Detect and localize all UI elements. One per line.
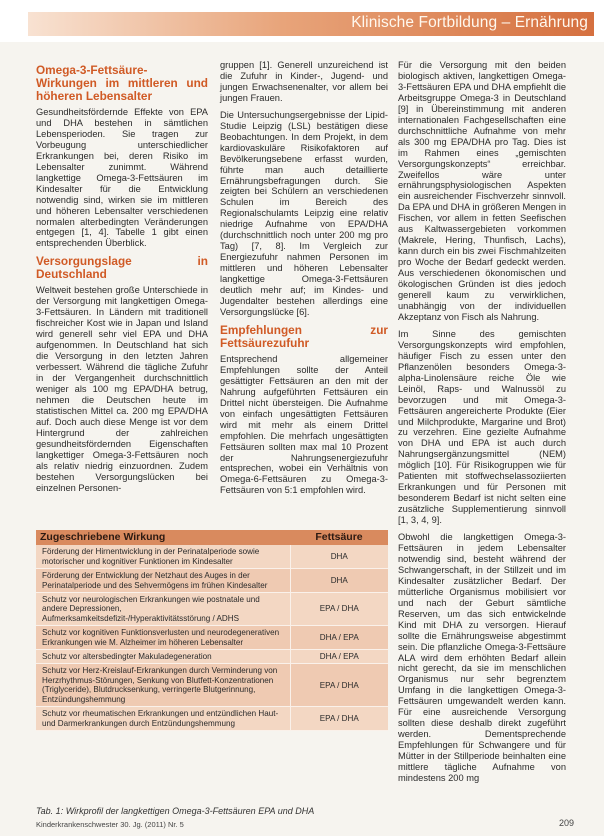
heading-omega3-effects: Omega-3-Fettsäure-Wirkungen im mittleren und höheren Lebensalter	[36, 63, 208, 103]
top-bar	[0, 0, 604, 42]
column-2	[220, 60, 388, 502]
table-cell-fattyacid: DHA / EPA	[290, 626, 388, 650]
paragraph: gruppen [1]. Generell unzureichend ist die Zufuhr in Kinder-, Jugend- und jungen Erwachsenenalter, vor allem bei jungen Frauen.	[220, 60, 388, 103]
table-cell-fattyacid: EPA / DHA	[290, 593, 388, 626]
table-cell-fattyacid: DHA / EPA	[290, 650, 388, 664]
heading-supply-germany: Versorgungslage in Deutschland	[36, 254, 208, 282]
table-row	[36, 545, 388, 568]
table-row	[36, 626, 388, 650]
table-cell-fattyacid: EPA / DHA	[290, 707, 388, 731]
table-row	[36, 707, 388, 731]
section-banner	[28, 12, 594, 36]
paragraph: Für die Versorgung mit den beiden biologisch aktiven, langkettigen Omega-3-Fettsäuren EPA und DHA empfiehlt die Arbeitsgruppe Omega-3 in Deutschland [9] in Übereinstimmung mit anderen internationalen Fachgesellschaften eine durchschnittliche Aufnahme von mehr als 300 mg EPA/DHA pro Tag. Dies ist im Rahmen eines „gemischten Versorgungskonzepts“ erreichbar. Zweifellos wäre unter ernährungsphysiologischen Aspekten ein ausreichender Fischverzehr sinnvoll. Da EPA und DHA in größeren Mengen in Fischen, vor allem in fetten Seefischen aus Kaltwassergebieten vorkommen (Makrele, Hering, Thunfisch, Lachs), kann durch ein bis zwei Fischmahlzeiten pro Woche der Bedarf gedeckt werden. Aus verschiedenen ökonomischen und ökologischen Gründen ist dies jedoch generell kaum zu verwirklichen, unabhängig von der individuellen Akzeptanz von Fisch als Nahrung.	[398, 60, 566, 322]
effects-table	[36, 530, 388, 830]
heading-recommendations: Empfehlungen zur Fettsäurezufuhr	[220, 322, 388, 350]
table-cell-effect: Schutz vor rheumatischen Erkrankungen und entzündlichen Haut- und Darmerkrankungen durch Entzündungshemmung	[36, 707, 290, 731]
section-title: Klinische Fortbildung – Ernährung	[351, 14, 588, 31]
paragraph: Die Untersuchungsergebnisse der Lipid-Studie Leipzig (LSL) bestätigen diese Beobachtungen. In dem Projekt, in dem kardiovaskuläre Risikofaktoren auf Bevölkerungsebene erfasst wurden, führte man auch detaillierte Ernährungsbefragungen durch. Sie zeigten bei Schülern an verschiedenen Schulen im Bereich des Regionalschulamts Leipzig eine relativ niedrige Aufnahme von EPA/DHA (durchschnittlich noch unter 200 mg pro Tag) [7, 8]. Im Vergleich zur Energiezufuhr nahmen Personen im mittleren und höheren Lebensalter langkettige Omega-3-Fettsäuren deutlich mehr auf; im Kindes- und Jugendalter bestehen allerdings eine Versorgungslücke [6].	[220, 109, 388, 317]
table-cell-effect: Förderung der Entwicklung der Netzhaut des Auges in der Perinatalperiode und des Sehvermögens im frühen Kindesalter	[36, 569, 290, 593]
paragraph: Weltweit bestehen große Unterschiede in der Versorgung mit langkettigen Omega-3-Fettsäuren. In Ländern mit traditionell fischreicher Kost wie in Japan und Island wird generell sehr viel EPA und DHA aufgenommen. In Deutschland hat sich die Versorgung in den letzten Jahren verbessert. Während die tägliche Zufuhr in der Vergangenheit durchschnittlich weniger als 100 mg EPA/DHA betrug, nehmen die Deutschen heute im statistischen Mittel ca. 200 mg EPA/DHA auf. Doch auch diese Menge ist vor dem Hintergrund der zahlreichen gesundheitsfördernden Eigenschaften langkettiger Omega-3-Fettsäuren noch als relativ niedrig einzuordnen. Zudem bestehen Versorgungslücken bei einzelnen Personen-	[36, 285, 208, 493]
table-row	[36, 664, 388, 707]
table-row	[36, 569, 388, 593]
table-caption: Tab. 1: Wirkprofil der langkettigen Omega-3-Fettsäuren EPA und DHA	[36, 806, 315, 816]
table-cell-effect: Schutz vor Herz-Kreislauf-Erkrankungen durch Verminderung von Herzrhythmus-Störungen, Senkung von Blutfett-Konzentrationen (Triglyceride), Blutdrucksenkung, verringerte Blutgerinnung, Entzündungshemmung	[36, 664, 290, 707]
table-cell-effect: Schutz vor neurologischen Erkrankungen wie postnatale und andere Depressionen, Aufmerksamkeitsdefizit-/Hyperaktivitätsstörung / ADHS	[36, 593, 290, 626]
column-3	[398, 60, 566, 790]
paragraph: Obwohl die langkettigen Omega-3-Fettsäuren in jedem Lebensalter notwendig sind, besteht während der Schwangerschaft, in der Stillzeit und im Kindesalter zusätzlicher Bedarf. Der mütterliche Organismus mobilisiert vor und nach der Geburt sämtliche Reserven, um das sich entwickelnde Kind mit DHA zu versorgen. Hierauf sollte die Ernährungsweise abgestimmt sein. Die pflanzliche Omega-3-Fettsäure ALA wird dem erhöhten Bedarf allein nicht gerecht, da sie im menschlichen Organismus nur sehr begrenztem Umfang in die langkettigen Omega-3-Fettsäuren umgewandelt werden kann. Für eine ausreichende Versorgung sollten diese deshalb direkt zugeführt werden. Dementsprechende Empfehlungen für Schwangere und für Mütter in der Stillperiode beinhalten eine mittlere tägliche Aufnahme von mindestens 200 mg	[398, 532, 566, 783]
table-header-row	[36, 530, 388, 545]
table-cell-effect: Schutz vor altersbedingter Makuladegeneration	[36, 650, 290, 664]
table-cell-fattyacid: DHA	[290, 545, 388, 568]
paragraph: Entsprechend allgemeiner Empfehlungen sollte der Anteil gesättigter Fettsäuren an den mit der Nahrung aufgeführten Fettsäuren ein Drittel nicht übersteigen. Die Aufnahme von einfach ungesättigten Fettsäuren wird mit mehr als einem Drittel empfohlen. Die mehrfach ungesättigten Fettsäuren sollten max mal 10 Prozent der Nahrungsenergiezufuhr entsprechen, wobei ein Verhältnis von Omega-6-Fettsäuren zu Omega-3-Fettsäuren von 5:1 empfohlen wird.	[220, 353, 388, 496]
paragraph: Im Sinne des gemischten Versorgungskonzepts wird empfohlen, häufiger Fisch zu essen unter den Pflanzenölen besonders Omega-3-alpha-Linolensäure reiche Öle wie Leinöl, Raps- und Walnussöl zu bevorzugen und mit Omega-3-Fettsäuren angereicherte Produkte (Eier und Milchprodukte, Margarine und Brot) zu verzehren. Eine gezielte Aufnahme von DHA und EPA ist auch durch Nahrungsergänzungsmittel (NEM) möglich [10]. Für Risikogruppen wie für Patienten mit stoffwechselassoziierten Erkrankungen und für Personen mit besonderem Bedarf ist nicht selten eine zusätzliche Supplementierung sinnvoll [1, 3, 4, 9].	[398, 328, 566, 526]
table-cell-effect: Schutz vor kognitiven Funktionsverlusten und neurodegenerativen Erkrankungen wie M. Alzheimer im höheren Lebensalter	[36, 626, 290, 650]
table-header-effect: Zugeschriebene Wirkung	[36, 530, 290, 545]
table-cell-fattyacid: DHA	[290, 569, 388, 593]
table-row	[36, 650, 388, 664]
table-cell-effect: Förderung der Hirnentwicklung in der Perinatalperiode sowie motorischer und kognitiver Funktionen im Kindesalter	[36, 545, 290, 568]
journal-footer: Kinderkrankenschwester 30. Jg. (2011) Nr. 5	[36, 820, 184, 829]
table-header-fattyacid: Fettsäure	[290, 530, 388, 545]
table-row	[36, 593, 388, 626]
table-cell-fattyacid: EPA / DHA	[290, 664, 388, 707]
paragraph: Gesundheitsfördernde Effekte von EPA und DHA bestehen in sämtlichen Lebensperioden. Sie tragen zur Vorbeugung unterschiedlicher Erkrankungen bei, deren Risiko im Lebensalter zunimmt. Während langkettige Omega-3-Fettsäuren im Kindesalter für die Entwicklung notwendig sind, wirken sie im mittleren und höheren Lebensalter verschiedenen normalen alterbedingten Veränderungen entgegen [1, 4]. Tabelle 1 gibt einen entsprechenden Überblick.	[36, 107, 208, 249]
column-1	[36, 60, 208, 500]
page-number: 209	[558, 818, 574, 828]
